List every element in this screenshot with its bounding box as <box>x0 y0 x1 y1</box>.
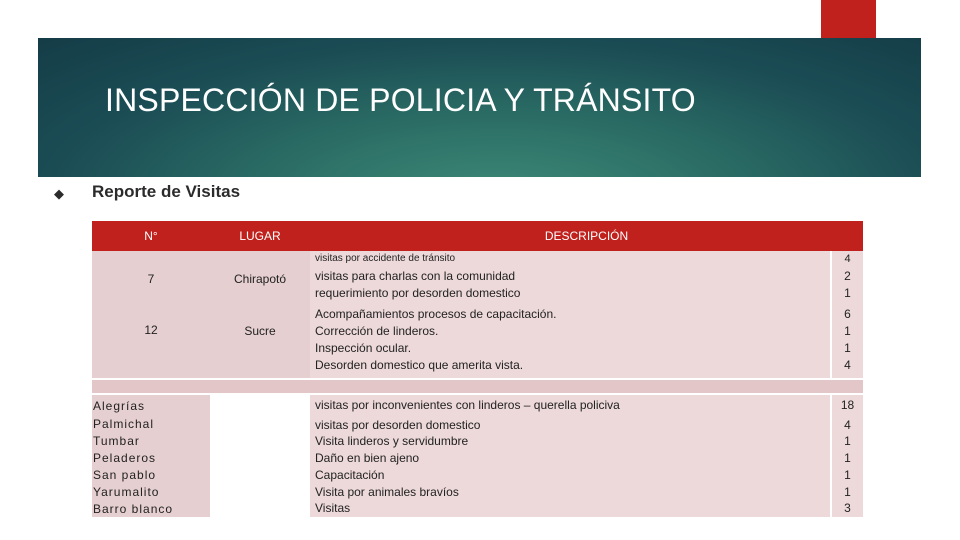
description-row: Inspección ocular. <box>315 341 412 355</box>
place-item: Palmichal <box>93 417 155 431</box>
visits-table <box>92 221 863 517</box>
count-value: 3 <box>844 501 851 515</box>
description-row: visitas por inconvenientes con linderos – querella policiva <box>315 398 620 412</box>
description-row: Visita linderos y servidumbre <box>315 434 469 448</box>
row-number: 7 <box>147 272 155 286</box>
count-value: 4 <box>844 253 851 265</box>
slide-subtitle: Reporte de Visitas <box>92 182 241 201</box>
description-row: Daño en bien ajeno <box>315 451 420 465</box>
table-spacer-row <box>92 380 863 393</box>
row-place: Sucre <box>244 324 276 338</box>
count-value: 1 <box>844 485 851 499</box>
slide-title: INSPECCIÓN DE POLICIA Y TRÁNSITO <box>105 82 696 118</box>
count-value: 4 <box>844 358 851 372</box>
description-row: Acompañamientos procesos de capacitación. <box>315 307 557 321</box>
place-item: Barro blanco <box>93 502 174 516</box>
place-item: Yarumalito <box>93 485 160 499</box>
place-item: Tumbar <box>93 434 140 448</box>
diamond-bullet-icon: ◆ <box>54 186 64 201</box>
description-row: visitas para charlas con la comunidad <box>315 269 516 283</box>
row-number: 12 <box>144 323 158 337</box>
description-row: visitas por desorden domestico <box>315 418 481 432</box>
count-value: 2 <box>844 269 851 283</box>
count-value: 1 <box>844 451 851 465</box>
description-row: Desorden domestico que amerita vista. <box>315 358 524 372</box>
row-place: Chirapotó <box>233 272 287 286</box>
count-value: 1 <box>844 468 851 482</box>
description-row: visitas por accidente de tránsito <box>315 253 456 264</box>
description-row: Capacitación <box>315 468 385 482</box>
count-value: 1 <box>844 341 851 355</box>
description-row: Corrección de linderos. <box>315 324 439 338</box>
place-item: Alegrías <box>93 399 146 413</box>
count-value: 1 <box>844 434 851 448</box>
description-row: requerimiento por desorden domestico <box>315 286 521 300</box>
place-item: Peladeros <box>93 451 157 465</box>
count-value: 4 <box>844 418 851 432</box>
description-row: Visitas <box>315 501 351 515</box>
count-value: 6 <box>844 307 851 321</box>
place-item: San pablo <box>93 468 157 482</box>
header-description: DESCRIPCIÓN <box>310 221 863 251</box>
header-num: N° <box>92 221 210 251</box>
count-value: 1 <box>844 286 851 300</box>
count-value: 1 <box>844 324 851 338</box>
count-value: 18 <box>840 398 855 412</box>
header-place: LUGAR <box>210 221 310 251</box>
description-row: Visita por animales bravíos <box>315 485 459 499</box>
